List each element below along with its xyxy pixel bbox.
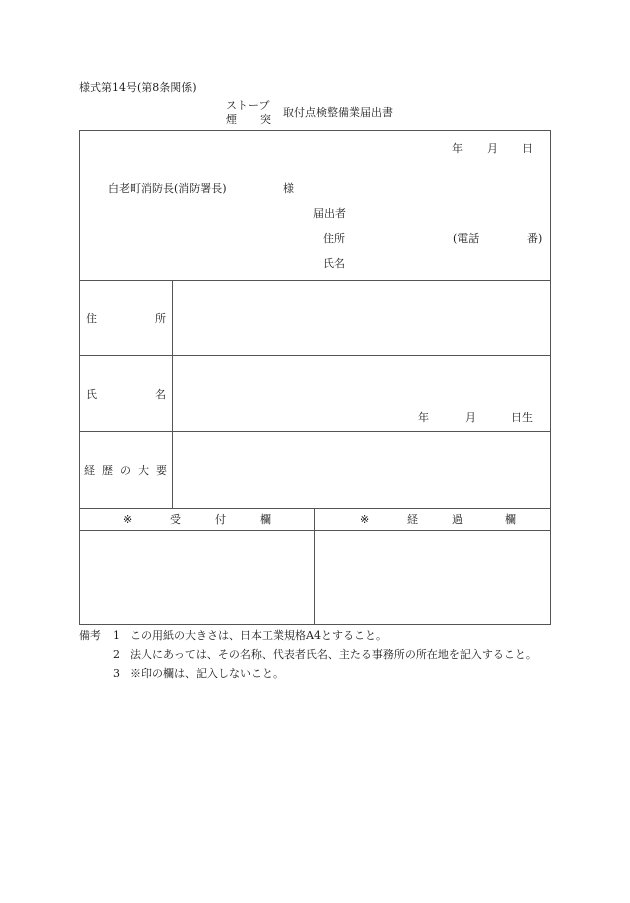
progress-mark: ※ xyxy=(360,513,370,526)
table-border-bottom xyxy=(79,624,551,625)
birth-year: 年 xyxy=(418,411,429,424)
date-year: 年 xyxy=(452,142,463,155)
title-chimney-2: 突 xyxy=(260,113,271,126)
notes-heading: 備考 xyxy=(79,629,101,642)
progress-char-3: 欄 xyxy=(505,513,516,526)
table-border-right xyxy=(550,130,551,625)
note-text: 法人にあっては、その名称、代表者氏名、主たる事務所の所在地を記入すること。 xyxy=(130,648,537,661)
career-label-3: の xyxy=(120,464,131,477)
progress-char-1: 経 xyxy=(407,513,418,526)
title-stove: ストーブ xyxy=(226,99,270,112)
career-label-1: 経 xyxy=(84,464,95,477)
note-number: 2 xyxy=(113,648,120,661)
notifier-address-label: 住所 xyxy=(323,232,345,245)
name-field[interactable] xyxy=(173,356,550,431)
reception-char-1: 受 xyxy=(170,513,181,526)
notifier-label: 届出者 xyxy=(313,207,346,220)
date-month: 月 xyxy=(487,142,498,155)
reception-mark: ※ xyxy=(123,513,133,526)
row-divider xyxy=(79,508,551,509)
progress-box xyxy=(315,531,550,624)
addressee-honorific: 様 xyxy=(283,182,294,195)
notifier-phone-open: (電話 xyxy=(453,232,480,245)
career-field[interactable] xyxy=(173,432,550,508)
form-number: 様式第14号(第8条関係) xyxy=(79,81,197,94)
name-label-2: 名 xyxy=(155,388,166,401)
career-label-5: 要 xyxy=(156,464,167,477)
address-label-1: 住 xyxy=(86,312,97,325)
date-day: 日 xyxy=(522,142,533,155)
name-label-1: 氏 xyxy=(86,388,97,401)
birth-month: 月 xyxy=(465,411,476,424)
table-border-top xyxy=(79,130,551,131)
address-label-2: 所 xyxy=(155,312,166,325)
addressee-name: 白老町消防長(消防署長) xyxy=(108,182,227,195)
note-text: この用紙の大きさは、日本工業規格A4とすること。 xyxy=(130,629,387,642)
birth-day: 日生 xyxy=(511,411,533,424)
notifier-phone-close: 番) xyxy=(527,232,543,245)
career-label-4: 大 xyxy=(138,464,149,477)
address-field[interactable] xyxy=(173,281,550,355)
note-number: 1 xyxy=(113,629,120,642)
progress-char-2: 過 xyxy=(452,513,463,526)
reception-char-3: 欄 xyxy=(260,513,271,526)
reception-box xyxy=(80,531,314,624)
notifier-name-label: 氏名 xyxy=(323,257,345,270)
note-text: ※印の欄は、記入しないこと。 xyxy=(130,667,284,680)
title-chimney-1: 煙 xyxy=(226,113,237,126)
form-title: 取付点検整備業届出書 xyxy=(283,106,393,119)
note-number: 3 xyxy=(113,667,120,680)
reception-char-2: 付 xyxy=(215,513,226,526)
career-label-2: 歴 xyxy=(102,464,113,477)
